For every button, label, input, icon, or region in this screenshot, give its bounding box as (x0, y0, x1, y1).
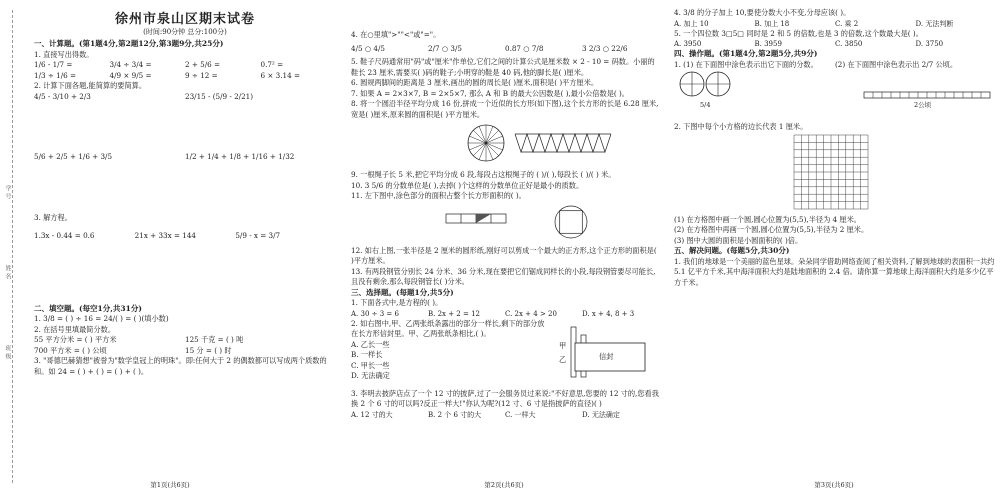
q10: 10. 3 5/6 的分数单位是( ),去掉( )个这样的分数单位正好是最小的质数。 (351, 180, 584, 190)
q1-row-1 (34, 60, 336, 71)
op-1-bar-label: 2公顷 (914, 101, 932, 109)
fill-2-item: 15 分 = ( ) 时 (185, 345, 232, 355)
choice-3-option-b[interactable]: B. 2 个 6 寸的大 (428, 410, 482, 419)
q11-q12-figures (351, 202, 651, 242)
op-1-figures (674, 70, 996, 122)
q2-item: 23/15 - (5/9 - 2/21) (185, 91, 254, 101)
choice-1-option-c[interactable]: C. 2x + 4 > 20 (505, 309, 557, 318)
choice-5-option-b[interactable]: B. 3959 (754, 40, 782, 48)
square-grid (794, 135, 868, 209)
grid-figure (674, 133, 996, 215)
problem-1: 1. 我们的地球是一个美丽的蓝色星球。朵朵同学借助网络查阅了相关资料,了解到地球的表面积一共约 5.1 亿平方千米,其中海洋面积大约是陆地面积的 2.4 倍。请你算一算地球上海洋面积大约是多少亿平方千米。 (674, 256, 995, 287)
q3-item: 1.3x - 0.44 = 0.6 (34, 231, 95, 240)
op-1b-prompt: (2) 在下面图中涂色表示出 2/7 公顷。 (835, 59, 958, 69)
choice-2: 2. 如右图中,甲、乙两张纸条露出的部分一样长,剩下的部分放在长方形信封里。甲、乙两张纸条相比,( )。 (351, 318, 545, 338)
choice-5: 5. 一个四位数 3□5□ 同时是 2 和 5 的倍数,也是 3 的倍数,这个数最大是( )。 (674, 28, 923, 38)
fill-1: 1. 3/8 = ( ) ÷ 16 = 24/( ) = ( )(填小数) (34, 314, 169, 323)
sector-line (473, 143, 486, 156)
choice-3-option-d[interactable]: D. 无法确定 (582, 410, 620, 419)
op-2-item-3: (3) 图中大圆的面积是小圆面积的( )倍。 (674, 235, 803, 245)
choice-4: 4. 3/8 的分子加上 10,要使分数大小不变,分母应该( )。 (674, 8, 851, 17)
q8: 8. 将一个圆沿半径平均分成 16 份,拼成一个近似的长方形(如下图),这个长方形的长是 6.28 厘米,宽是( )厘米,原来圆的面积是( )平方厘米。 (351, 99, 659, 119)
fill-2-prompt: 2. 在括号里填最简分数。 (34, 324, 116, 334)
fill-2-item: 125 千克 = ( ) 吨 (185, 335, 244, 344)
q11: 11. 左下图中,涂色部分的面积占整个长方形面积的( )。 (351, 191, 526, 200)
q4-prompt: 4. 在○里填">""<"或"="。 (351, 30, 441, 39)
hectare-bar (864, 92, 990, 98)
q1-item: 1/6 - 1/7 = (34, 60, 73, 69)
choice-3-option-c[interactable]: C. 一样大 (505, 410, 536, 419)
choice-5-options (674, 39, 996, 49)
section-1-heading: 一、计算题。(第1题4分,第2题12分,第3题9分,共25分) (34, 39, 224, 48)
q5: 5. 鞋子尺码通常用"码"或"厘米"作单位,它们之间的计算公式是厘米数 × 2 - 10 = 码数。小丽的鞋长 23 厘米,需要买( )码的鞋子;小明穿的鞋是 40 码,他的脚长是( )厘米。 (351, 57, 655, 77)
choice-2-option-b[interactable]: B. 一样长 (351, 350, 383, 359)
sector-line (486, 143, 499, 156)
section-5-heading: 五、解决问题。(每题5分,共30分) (674, 246, 790, 255)
q1-item: 0.7² = (260, 60, 284, 69)
fraction-circles (680, 72, 730, 96)
q3-row (34, 231, 336, 242)
choice-3-option-a[interactable]: A. 12 寸的大 (351, 410, 393, 419)
strip-yi-label: 乙 (559, 354, 567, 364)
page-2-footer: 第2页(共6页) (484, 481, 524, 489)
section-4-heading: 四、操作题。(第1题4分,第2题5分,共9分) (674, 49, 818, 58)
q1-item: 6 × 3.14 = (260, 70, 300, 80)
q1-item: 2 + 5/6 = (185, 60, 221, 69)
q1-item: 3/4 ÷ 3/4 = (109, 60, 152, 69)
q2-item: 5/6 + 2/5 + 1/6 + 3/5 (34, 152, 113, 161)
fill-2-item: 55 平方分米 = ( ) 平方米 (34, 335, 117, 344)
q6: 6. 圆规两脚间的距离是 3 厘米,画出的圆的周长是( )厘米,面积是( )平方厘米。 (351, 78, 599, 87)
q13: 13. 有两段钢管分别长 24 分米、36 分米,现在要把它们锯成同样长的小段,每段钢管要尽可能长,且没有剩余,那么每段钢管长( )分米。 (351, 266, 656, 286)
op-1-fraction-label: 5/4 (700, 101, 711, 109)
exam-subtitle: (时间:90分钟 总分:100分) (143, 28, 227, 36)
choice-2-option-c[interactable]: C. 甲长一些 (351, 360, 390, 370)
q1-item: 4/9 × 9/5 = (109, 70, 152, 80)
circle-to-rectangle-figure (351, 120, 651, 166)
choice-3: 3. 李明去披萨店点了一个 12 寸的披萨,过了一会服务员过来说:"不好意思,您要的 12 寸的,您看我换 2 个 6 寸的可以吗?反正一样大!"你认为呢?(12 寸、6 寸是指披萨的直径)( ) (351, 388, 659, 408)
choice-1-option-a[interactable]: A. 30 ÷ 3 = 6 (351, 309, 399, 318)
q9: 9. 一根绳子长 5 米,把它平均分成 6 段,每段占这根绳子的 ( )/( ),每段长 ( )/( ) 米。 (351, 170, 616, 179)
op-2-item-1: (1) 在方格图中画一个圆,圆心位置为(5,5),半径为 4 厘米。 (674, 214, 861, 224)
q4-item: 2/7 ○ 3/5 (428, 43, 462, 53)
op-2-prompt: 2. 下图中每个小方格的边长代表 1 厘米。 (674, 122, 808, 131)
square-in-circle-figure (555, 206, 587, 238)
q2-prompt: 2. 计算下面各题,能简算的要简算。 (34, 81, 147, 90)
sectored-circle (468, 125, 504, 161)
choice-1: 1. 下面各式中,是方程的( )。 (351, 298, 443, 307)
q4-item: 3 2/3 ○ 22/6 (582, 43, 628, 53)
fill-2-row-2 (34, 346, 336, 357)
choice-4-option-a[interactable]: A. 加上 10 (674, 19, 709, 28)
section-3-heading: 三、选择题。(每题1分,共5分) (351, 287, 454, 297)
choice-4-option-d[interactable]: D. 无法判断 (915, 19, 954, 28)
shaded-rectangle-figure (446, 214, 506, 223)
page-1 (0, 0, 340, 493)
choice-2-option-a[interactable]: A. 乙长一些 (351, 339, 390, 349)
q2-item: 4/5 - 3/10 + 2/3 (34, 91, 91, 101)
op-1-prompts (674, 60, 996, 71)
q1-item: 9 ÷ 12 = (185, 70, 218, 80)
q3-prompt: 3. 解方程。 (34, 212, 72, 222)
label-student-id: 学号 (4, 185, 11, 201)
envelope-label: 信封 (599, 351, 614, 361)
choice-5-option-a[interactable]: A. 3950 (674, 40, 702, 48)
choice-3-options (351, 410, 659, 420)
page-1-footer: 第1页(共6页) (150, 481, 190, 489)
choice-4-options (674, 19, 996, 29)
choice-2-option-d[interactable]: D. 无法确定 (351, 371, 390, 380)
page-3 (668, 0, 1000, 493)
op-1a-prompt: 1. (1) 在下面图中涂色表示出它下面的分数。 (674, 59, 818, 69)
envelope-figure (551, 319, 661, 389)
exam-title: 徐州市泉山区期末试卷 (114, 12, 255, 27)
approx-rectangle (515, 134, 611, 152)
fill-2-row-1 (34, 335, 336, 346)
label-name: 姓名 (4, 265, 11, 281)
q2-item: 1/2 + 1/4 + 1/8 + 1/16 + 1/32 (185, 152, 295, 161)
q1-row-2 (34, 71, 336, 82)
q2-row-1 (34, 92, 336, 103)
q7: 7. 如果 A = 2×3×7, B = 2×5×7, 那么 A 和 B 的最大公因数是( ),最小公倍数是( )。 (351, 88, 629, 98)
sector-line (473, 130, 486, 143)
cut-line (12, 10, 13, 483)
page-3-footer: 第3页(共6页) (814, 481, 854, 489)
q3-item: 5/9 - x = 3/7 (235, 231, 281, 240)
sector-line (486, 130, 499, 143)
choice-5-option-d[interactable]: D. 3750 (915, 40, 944, 48)
q4-item: 4/5 ○ 4/5 (351, 43, 385, 53)
binding-strip (0, 0, 30, 493)
choice-4-option-b[interactable]: B. 加上 18 (754, 19, 790, 28)
op-2-item-2: (2) 在方格图中再画一个圆,圆心位置为(5,5),半径为 2 厘米。 (674, 225, 869, 234)
q1-item: 1/3 ÷ 1/6 = (34, 70, 77, 80)
strip-jia-label: 甲 (559, 340, 567, 350)
q4-row (351, 44, 659, 55)
q1-prompt: 1. 直接写出得数。 (34, 49, 94, 59)
choice-5-option-c[interactable]: C. 3850 (835, 40, 863, 48)
q2-row-2 (34, 152, 336, 163)
q12: 12. 如右上图,一张半径是 2 厘米的圆形纸,刚好可以剪成一个最大的正方形,这个正方形的面积是( )平方厘米。 (351, 245, 657, 265)
choice-1-option-d[interactable]: D. x + 4, 8 + 3 (582, 309, 635, 318)
page-2 (345, 0, 663, 493)
fill-3: 3. "哥德巴赫猜想"被誉为"数学皇冠上的明珠"。即:任何大于 2 的偶数都可以写成两个质数的和。如 24 = ( ) + ( ) = ( ) + ( )。 (34, 356, 327, 376)
q4-item: 0.87 ○ 7/8 (505, 43, 544, 53)
label-class: 班级 (4, 345, 11, 361)
fill-2-item: 700 平方米 = ( ) 公顷 (34, 345, 107, 355)
section-2-heading: 二、填空题。(每空1分,共31分) (34, 303, 142, 313)
choice-1-options (351, 309, 659, 319)
choice-4-option-c[interactable]: C. 乘 2 (835, 19, 859, 28)
choice-1-option-b[interactable]: B. 2x + 2 = 12 (428, 309, 480, 318)
q3-item: 21x + 33x = 144 (134, 231, 196, 240)
